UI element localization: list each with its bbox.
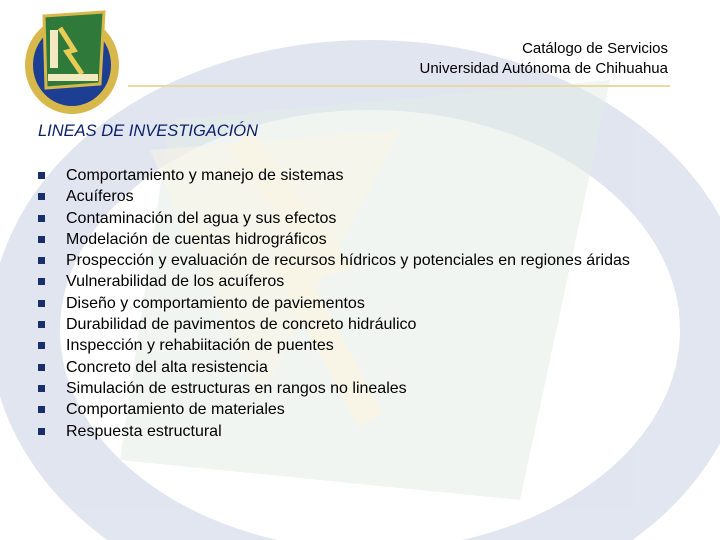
list-item — [38, 230, 678, 249]
list-item-text: Modelación de cuentas hidrográficos — [66, 230, 327, 248]
list-item-text: Acuíferos — [66, 188, 134, 206]
list-item-text: Inspección y rehabiitación de puentes — [66, 337, 334, 355]
list-item — [38, 379, 678, 398]
square-bullet-icon — [38, 385, 45, 392]
list-item — [38, 251, 678, 270]
list-item-text: Prospección y evaluación de recursos hídricos y potenciales en regiones áridas — [66, 252, 630, 270]
square-bullet-icon — [38, 278, 45, 285]
list-item — [38, 422, 678, 441]
section-title: LINEAS DE INVESTIGACIÓN — [38, 122, 259, 140]
square-bullet-icon — [38, 236, 45, 243]
square-bullet-icon — [38, 364, 45, 371]
square-bullet-icon — [38, 428, 45, 435]
header-divider — [128, 85, 670, 87]
list-item-text: Durabilidad de pavimentos de concreto hidráulico — [66, 316, 417, 334]
square-bullet-icon — [38, 193, 45, 200]
list-item-text: Vulnerabilidad de los acuíferos — [66, 273, 285, 291]
list-item — [38, 336, 678, 355]
list-item-text: Contaminación del agua y sus efectos — [66, 209, 337, 227]
list-item — [38, 315, 678, 334]
list-item-text: Diseño y comportamiento de paviementos — [66, 294, 365, 312]
list-item — [38, 358, 678, 377]
list-item-text: Concreto del alta resistencia — [66, 358, 268, 376]
header-titles — [419, 39, 668, 79]
research-lines-list — [38, 166, 678, 443]
list-item — [38, 400, 678, 419]
list-item — [38, 187, 678, 206]
list-item — [38, 166, 678, 185]
list-item-text: Simulación de estructuras en rangos no lineales — [66, 379, 407, 397]
square-bullet-icon — [38, 215, 45, 222]
university-name: Universidad Autónoma de Chihuahua — [419, 60, 668, 77]
catalog-title: Catálogo de Servicios — [522, 40, 668, 57]
list-item-text: Comportamiento y manejo de sistemas — [66, 167, 344, 184]
list-item — [38, 272, 678, 291]
square-bullet-icon — [38, 257, 45, 264]
university-logo — [22, 10, 122, 116]
square-bullet-icon — [38, 342, 45, 349]
list-item-text: Comportamiento de materiales — [66, 401, 285, 419]
list-item-text: Respuesta estructural — [66, 422, 222, 440]
square-bullet-icon — [38, 300, 45, 307]
square-bullet-icon — [38, 406, 45, 413]
square-bullet-icon — [38, 321, 45, 328]
list-item — [38, 209, 678, 228]
list-item — [38, 294, 678, 313]
square-bullet-icon — [38, 172, 45, 179]
